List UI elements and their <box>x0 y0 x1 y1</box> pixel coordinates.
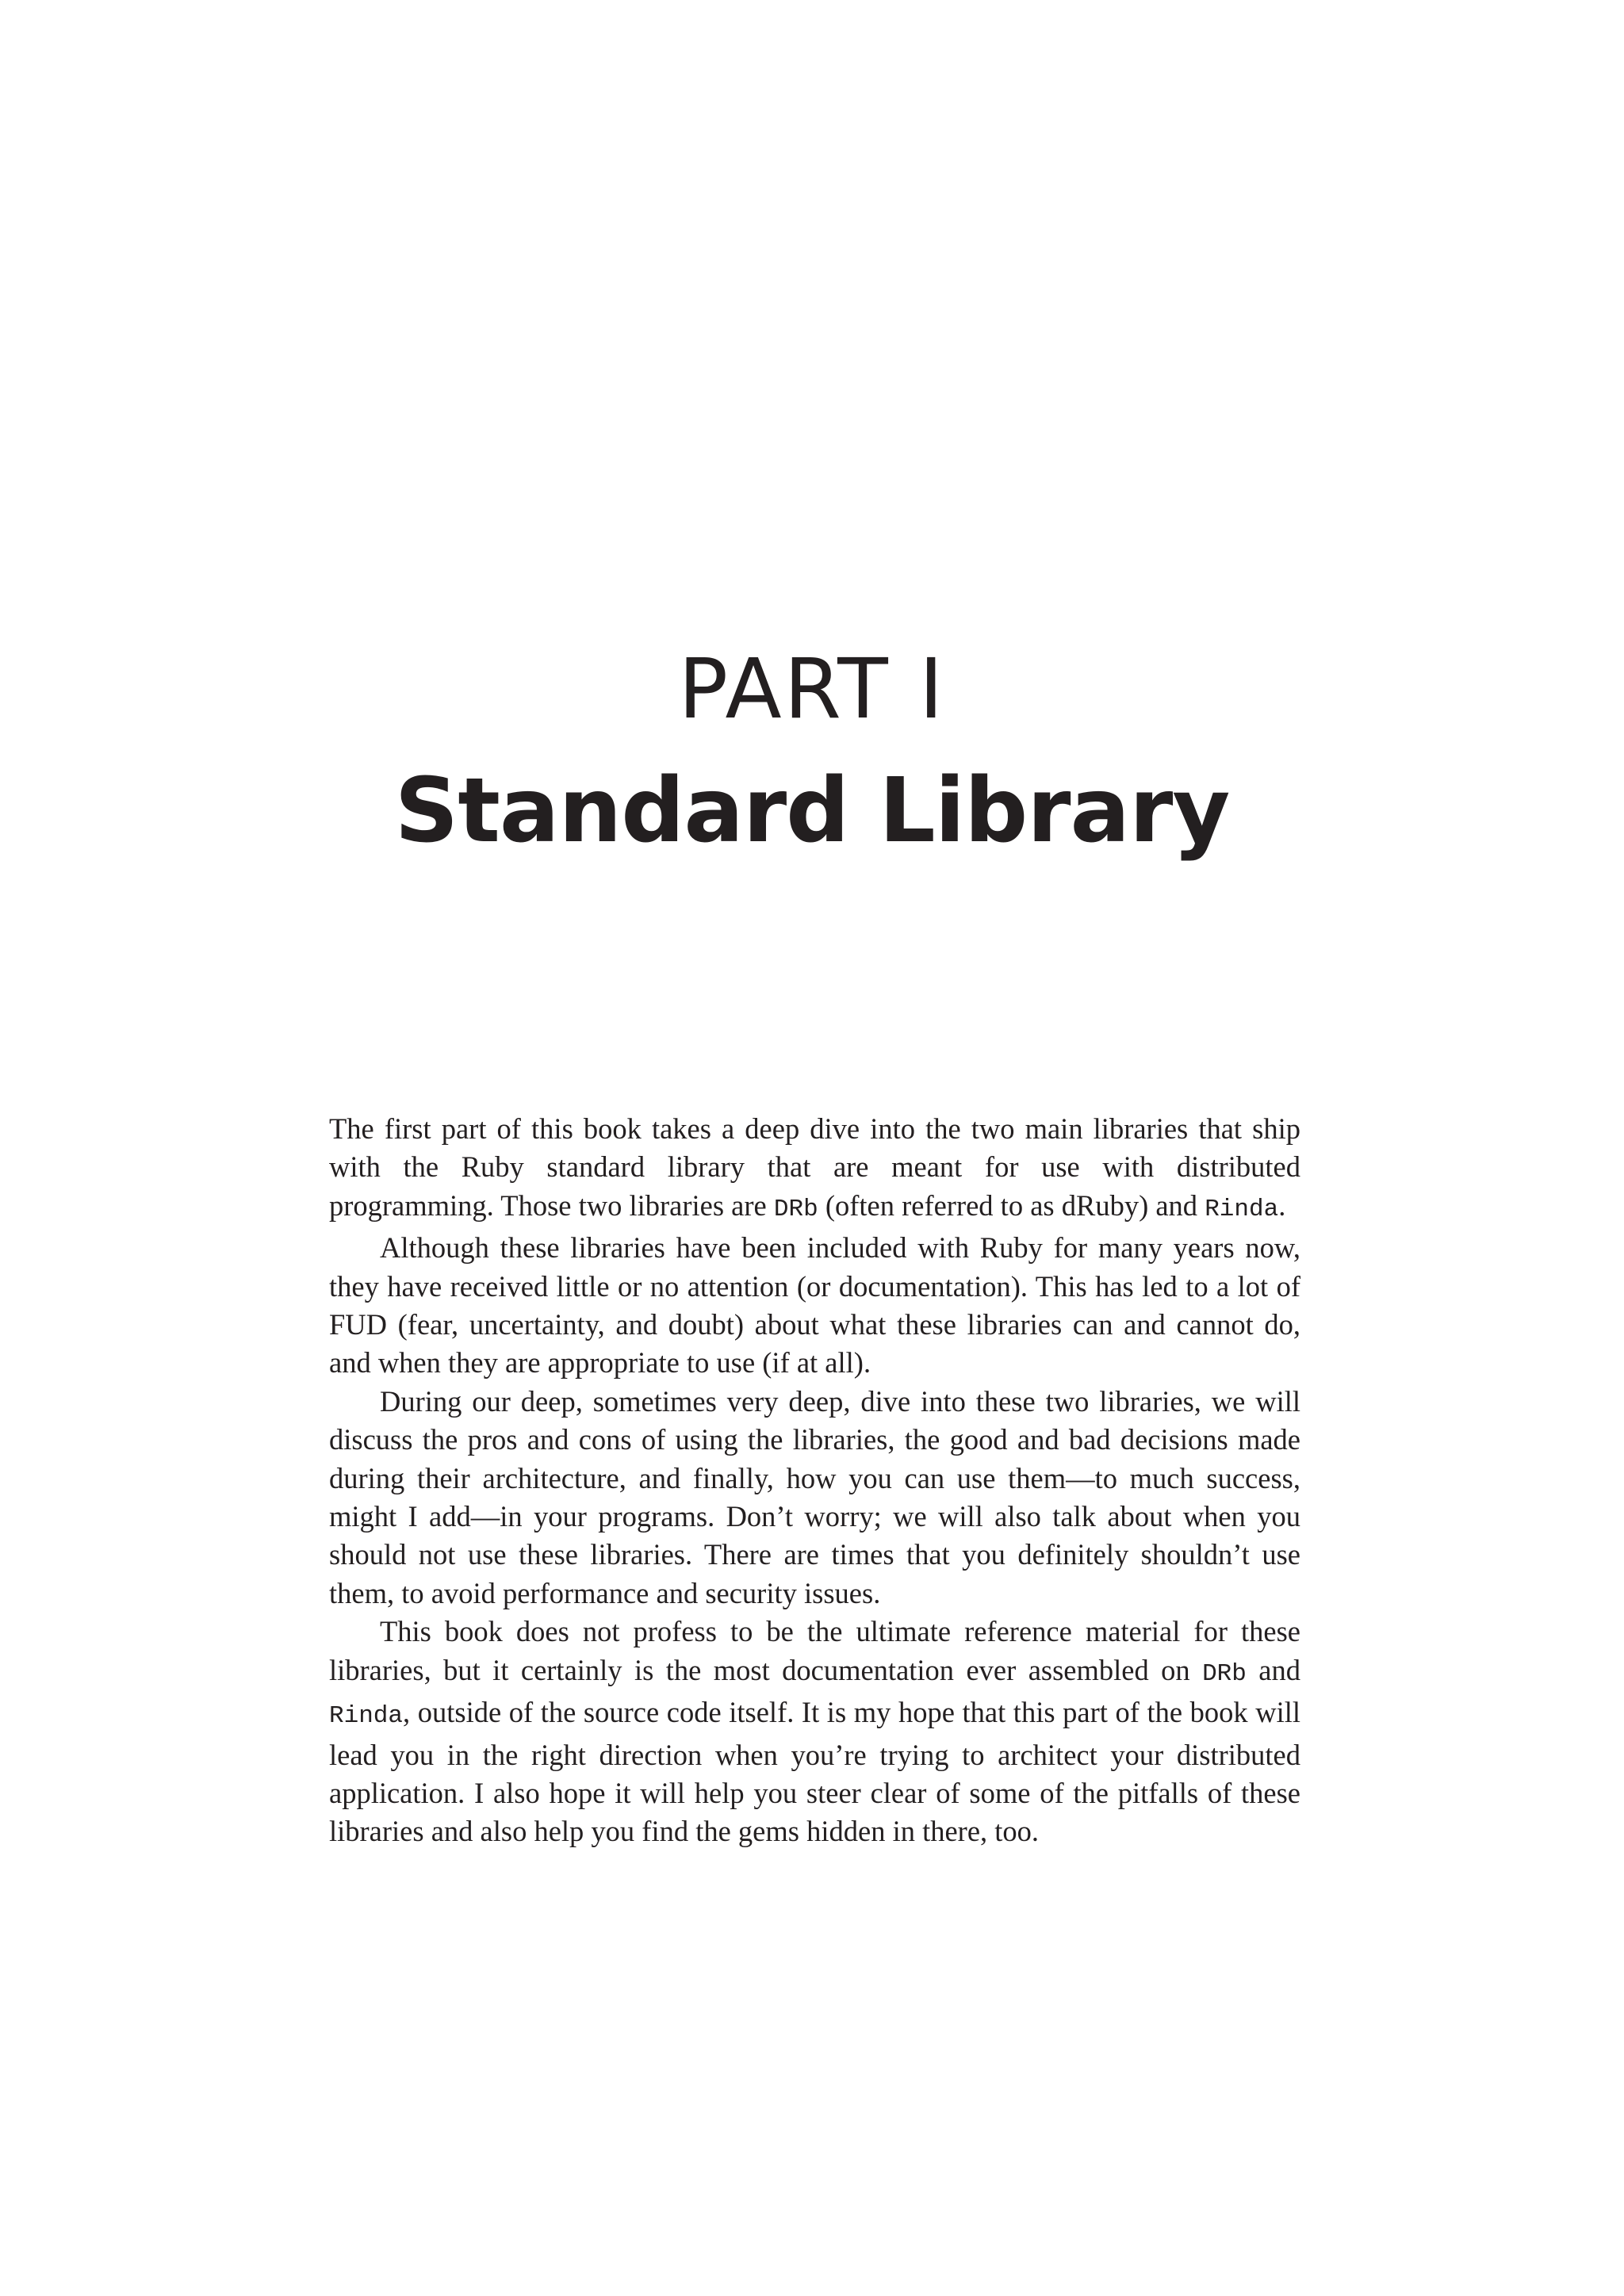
paragraph-3: During our deep, sometimes very deep, dive into these two libraries, we will discuss the pros and cons of using the libraries, the good and bad decisions made during their architecture, and finally, how you can use them—to much success, might I add—in your programs. Don’t worry; we will also talk about when you should not use these libraries. There are times that you definitely shouldn’t use them, to avoid performance and security issues. <box>329 1384 1300 1609</box>
paragraph-1-text-end: . <box>1278 1188 1286 1222</box>
paragraph-4-text-middle: and <box>1246 1653 1301 1686</box>
part-title: Standard Library <box>394 760 1230 863</box>
code-rinda: Rinda <box>329 1702 404 1731</box>
paragraph-1 <box>329 1110 1300 1229</box>
code-drb: DRb <box>1202 1659 1247 1688</box>
paragraph-4-text-start: This book does not profess to be the ultimate reference material for these libraries, but it certainly is the most documentation ever assembled on <box>329 1615 1300 1686</box>
paragraph-1-text-start: The first part of this book takes a deep dive into the two main libraries that ship with the Ruby standard library that are meant for use with distributed programming. Those two libraries are <box>329 1112 1300 1222</box>
part-introduction <box>329 1110 1300 1851</box>
paragraph-1-text-middle: (often referred to as dRuby) and <box>818 1188 1205 1222</box>
part-number: PART I <box>678 641 946 737</box>
paragraph-4-text-end: , outside of the source code itself. It is my hope that this part of the book will lead you in the right direction when you’re trying to architect your distributed application. I also hope it will help you steer clear of some of the pitfalls of these libraries and also help you find the gems hidden in there, too. <box>329 1696 1300 1848</box>
paragraph-4 <box>329 1613 1300 1850</box>
paragraph-2: Although these libraries have been included with Ruby for many years now, they have received little or no attention (or documentation). This has led to a lot of FUD (fear, uncertainty, and doubt) about what these libraries can and cannot do, and when they are appropriate to use (if at all). <box>329 1231 1300 1380</box>
code-drb: DRb <box>773 1195 818 1223</box>
code-rinda: Rinda <box>1205 1195 1279 1223</box>
